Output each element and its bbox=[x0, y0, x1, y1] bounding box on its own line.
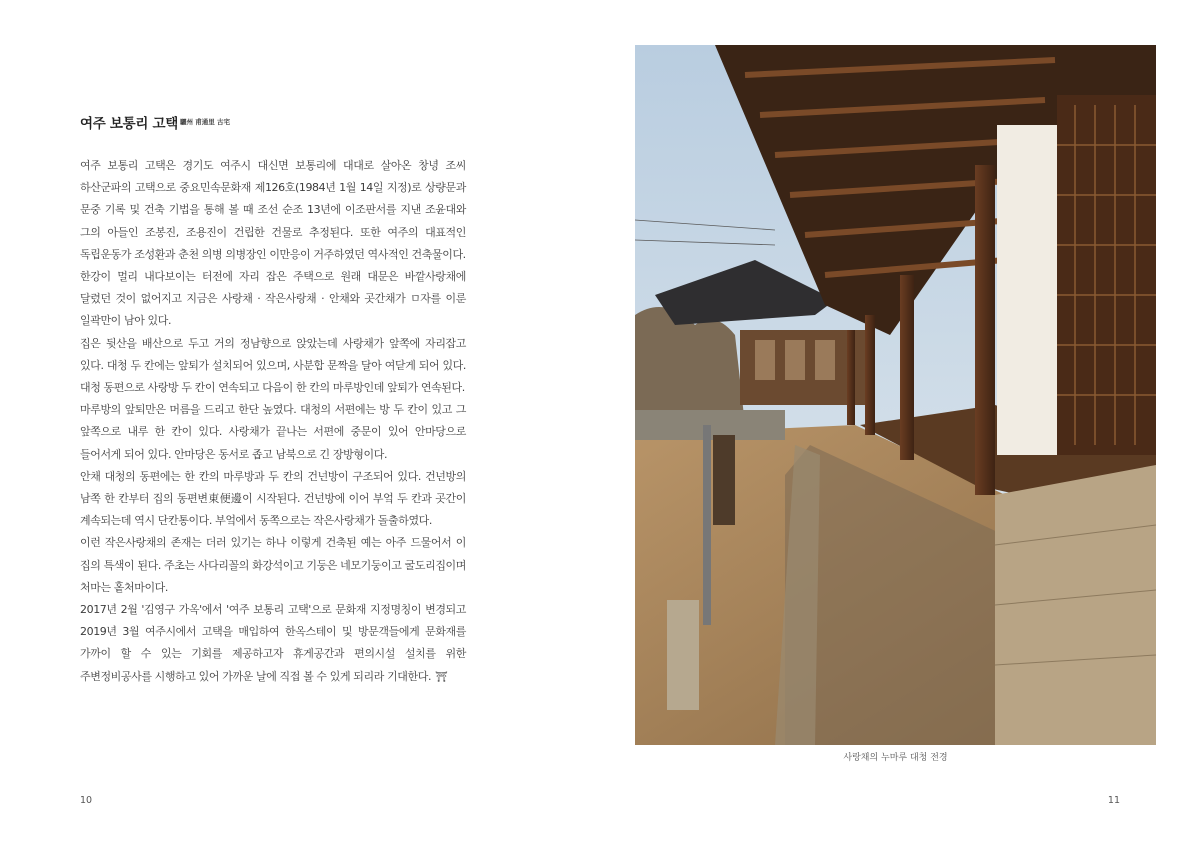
right-page bbox=[600, 0, 1200, 853]
article-title bbox=[80, 112, 230, 132]
paragraph: 한강이 멀리 내다보이는 터전에 자리 잡은 주택으로 원래 대문은 바깥사랑채에 달렸던 것이 없어지고 지금은 사랑채 · 작은사랑채 · 안채와 곳간채가 ㅁ자를 이룬 일곽만이 남아 있다. bbox=[80, 270, 466, 328]
house-veranda-photo bbox=[635, 45, 1156, 745]
paragraph-last bbox=[80, 599, 466, 689]
title-main: 여주 보통리 고택 bbox=[80, 116, 178, 132]
title-hanja: 驪州 甫通里 古宅 bbox=[180, 118, 231, 126]
paragraph: 이런 작은사랑채의 존재는 더러 있기는 하나 이렇게 건축된 예는 아주 드물어서 이 집의 특색이 된다. 주초는 사다리꼴의 화강석이고 기둥은 네모기둥이고 굴도리집이며 처마는 홑처마이다. bbox=[80, 536, 466, 594]
page-number-right: 11 bbox=[1107, 795, 1120, 806]
end-mark-icon: ⛩ bbox=[435, 671, 448, 683]
page-number-left: 10 bbox=[80, 795, 93, 806]
paragraph: 집은 뒷산을 배산으로 두고 거의 정남향으로 앉았는데 사랑채가 앞쪽에 자리잡고 있다. 대청 두 칸에는 앞퇴가 설치되어 있으며, 사분합 문짝을 달아 여닫게 되어 있다. 대청 동편으로 사랑방 두 칸이 연속되고 다음이 한 칸의 마루방인데 앞퇴가 연속된다. bbox=[80, 336, 466, 395]
photo-illustration bbox=[635, 45, 1156, 745]
paragraph: 여주 보통리 고택은 경기도 여주시 대신면 보통리에 대대로 살아온 창녕 조씨 하산군파의 고택으로 중요민속문화재 제126호(1984년 1월 14일 지정)로 상량문과 문중 기록 및 건축 기법을 통해 볼 때 조선 순조 13년에 이조판서를 지낸 조윤대와 그의 아들인 조봉진, 조용진이 건립한 건물로 추정된다. 또한 여주의 대표적인 독립운동가 조성환과 춘천 의병 의병장인 이만응이 거주하였던 역사적인 건축물이다. bbox=[80, 159, 466, 261]
paragraph: 안채 대청의 동편에는 한 칸의 마루방과 두 칸의 건넌방이 구조되어 있다. 건넌방의 남쪽 한 칸부터 집의 동편변東便邊이 시작된다. 건넌방에 이어 부엌 두 칸과 곳간이 계속되는데 역시 단칸통이다. 부엌에서 동쪽으로는 작은사랑채가 돌출하였다. bbox=[80, 469, 466, 528]
paragraph: 마루방의 앞퇴만은 머름을 드리고 한단 높였다. 대청의 서편에는 방 두 칸이 있고 그 앞쪽으로 내루 한 칸이 있다. 사랑채가 끝나는 서편에 중문이 있어 안마당으로 들어서게 되어 있다. 안마당은 동서로 좁고 남북으로 긴 장방형이다. bbox=[80, 403, 466, 461]
article-body bbox=[80, 155, 466, 689]
paragraph-text: 2017년 2월 '김영구 가옥'에서 '여주 보통리 고택'으로 문화재 지정명칭이 변경되고 2019년 3월 여주시에서 고택을 매입하여 한옥스테이 및 방문객들에게 문화재를 가까이 할 수 있는 기회를 제공하고자 휴게공간과 편의시설 설치를 위한 주변정비공사를 시행하고 있어 가까운 날에 직접 볼 수 있게 되리라 기대한다. bbox=[80, 603, 466, 683]
photo-caption: 사랑채의 누마루 대청 전경 bbox=[843, 753, 948, 763]
